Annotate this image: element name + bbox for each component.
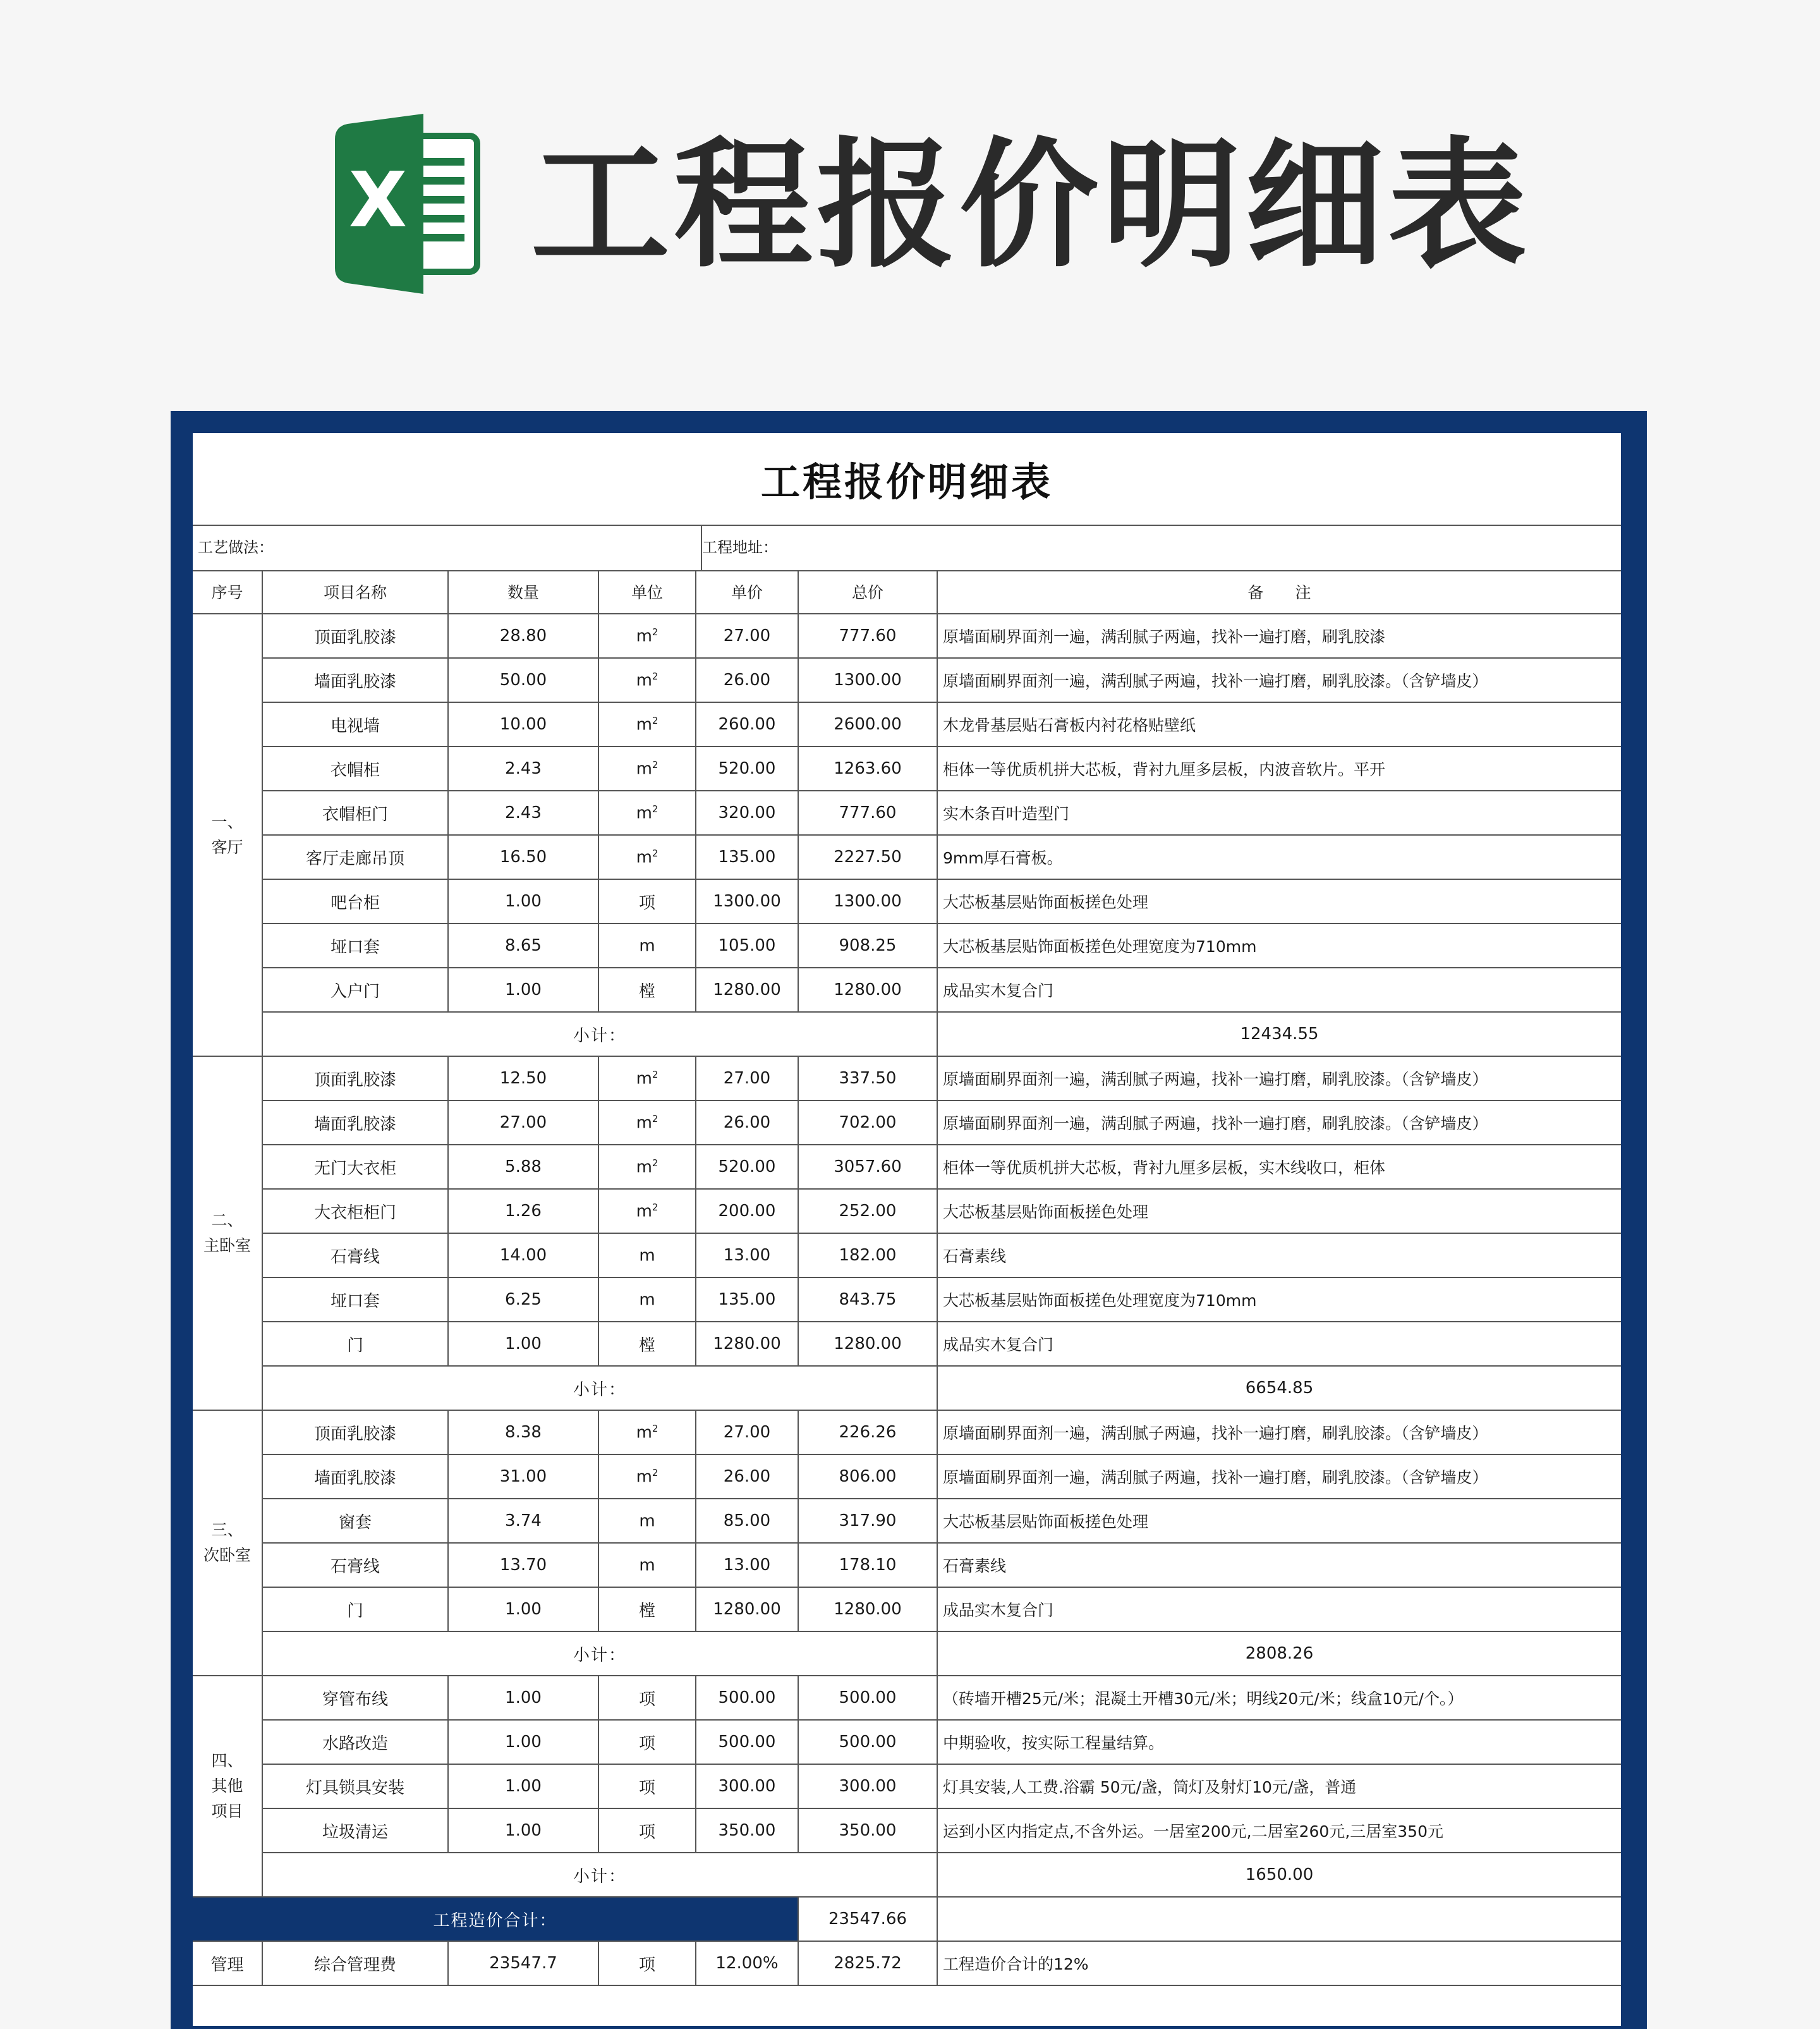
group-label (193, 1410, 262, 1676)
unit-text: 樘 (638, 1601, 655, 1621)
grand-total-row (193, 1897, 1621, 1941)
item-qty[interactable]: 1.00 (448, 1720, 598, 1764)
item-price[interactable]: 26.00 (696, 658, 798, 702)
unit-text: m (636, 1069, 652, 1088)
unit-superscript: 2 (652, 1466, 658, 1478)
group-label (193, 1056, 262, 1410)
item-price[interactable]: 13.00 (696, 1543, 798, 1587)
item-unit[interactable] (598, 923, 696, 968)
subtotal-label: 小计： (262, 1366, 937, 1410)
table-row (193, 614, 1621, 658)
subtotal-value[interactable]: 6654.85 (937, 1366, 1621, 1410)
item-unit[interactable] (598, 1410, 696, 1454)
item-qty[interactable]: 28.80 (448, 614, 598, 658)
item-note[interactable]: 石膏素线 (937, 1543, 1621, 1587)
item-price[interactable]: 27.00 (696, 1410, 798, 1454)
management-no: 管理 (193, 1941, 262, 1985)
item-unit[interactable] (598, 1676, 696, 1720)
unit-text: m (639, 936, 655, 956)
item-note[interactable]: 原墙面刷界面剂一遍，满刮腻子两遍，找补一遍打磨，刷乳胶漆。（含铲墙皮） (937, 1410, 1621, 1454)
item-note[interactable]: 大芯板基层贴饰面板搓色处理宽度为710mm (937, 1277, 1621, 1322)
management-price[interactable]: 12.00% (696, 1941, 798, 1985)
item-unit[interactable] (598, 791, 696, 835)
item-total[interactable]: 777.60 (798, 791, 937, 835)
item-unit[interactable] (598, 1189, 696, 1233)
quote-table (193, 570, 1621, 1986)
item-qty[interactable]: 16.50 (448, 835, 598, 879)
item-note[interactable]: 原墙面刷界面剂一遍，满刮腻子两遍，找补一遍打磨，刷乳胶漆。（含铲墙皮） (937, 1100, 1621, 1145)
header-no: 序号 (193, 570, 262, 614)
table-row (193, 835, 1621, 879)
sheet-title: 工程报价明细表 (193, 433, 1621, 526)
item-note[interactable]: 中期验收，按实际工程量结算。 (937, 1720, 1621, 1764)
unit-text: 项 (638, 1822, 655, 1842)
item-name[interactable]: 水路改造 (262, 1720, 448, 1764)
unit-text: m (636, 803, 652, 823)
item-price[interactable]: 520.00 (696, 1145, 798, 1189)
item-unit[interactable] (598, 702, 696, 746)
management-unit[interactable]: 项 (598, 1941, 696, 1985)
item-qty[interactable]: 3.74 (448, 1499, 598, 1543)
item-qty[interactable]: 13.70 (448, 1543, 598, 1587)
table-row (193, 702, 1621, 746)
group-label-line: 一、 (211, 813, 243, 831)
grand-total-note (937, 1897, 1621, 1941)
management-row (193, 1941, 1621, 1985)
item-note[interactable]: 柜体一等优质机拼大芯板，背衬九厘多层板，内波音软片。平开 (937, 746, 1621, 791)
item-note[interactable]: 柜体一等优质机拼大芯板，背衬九厘多层板，实木线收口，柜体 (937, 1145, 1621, 1189)
item-price[interactable]: 350.00 (696, 1808, 798, 1853)
item-price[interactable]: 1280.00 (696, 1322, 798, 1366)
item-name[interactable]: 石膏线 (262, 1233, 448, 1277)
item-total[interactable]: 843.75 (798, 1277, 937, 1322)
item-total[interactable]: 317.90 (798, 1499, 937, 1543)
item-qty[interactable]: 31.00 (448, 1454, 598, 1499)
table-row (193, 968, 1621, 1012)
table-row (193, 1764, 1621, 1808)
item-total[interactable]: 1280.00 (798, 1587, 937, 1631)
header-price: 单价 (696, 570, 798, 614)
item-total[interactable]: 702.00 (798, 1100, 937, 1145)
item-note[interactable]: 大芯板基层贴饰面板搓色处理 (937, 879, 1621, 923)
item-name[interactable]: 墙面乳胶漆 (262, 1100, 448, 1145)
item-unit[interactable] (598, 1808, 696, 1853)
group-label (193, 614, 262, 1056)
item-name[interactable]: 门 (262, 1587, 448, 1631)
unit-superscript: 2 (652, 670, 658, 682)
item-unit[interactable] (598, 1499, 696, 1543)
item-note[interactable]: 实木条百叶造型门 (937, 791, 1621, 835)
item-name[interactable]: 墙面乳胶漆 (262, 1454, 448, 1499)
unit-text: 项 (638, 1778, 655, 1798)
unit-text: m (639, 1511, 655, 1531)
item-qty[interactable]: 1.00 (448, 879, 598, 923)
item-unit[interactable] (598, 1233, 696, 1277)
item-unit[interactable] (598, 1100, 696, 1145)
item-total[interactable]: 500.00 (798, 1676, 937, 1720)
subtotal-value[interactable]: 12434.55 (937, 1012, 1621, 1056)
item-total[interactable]: 2600.00 (798, 702, 937, 746)
unit-text: m (636, 1467, 652, 1487)
item-qty[interactable]: 50.00 (448, 658, 598, 702)
item-total[interactable]: 2227.50 (798, 835, 937, 879)
item-price[interactable]: 520.00 (696, 746, 798, 791)
item-qty[interactable]: 1.26 (448, 1189, 598, 1233)
unit-superscript: 2 (652, 1422, 658, 1434)
grand-total-value[interactable]: 23547.66 (798, 1897, 937, 1941)
group-label-line: 二、 (211, 1211, 243, 1229)
item-unit[interactable] (598, 746, 696, 791)
banner (0, 0, 1820, 392)
item-price[interactable]: 26.00 (696, 1100, 798, 1145)
table-row (193, 1499, 1621, 1543)
table-row (193, 658, 1621, 702)
item-total[interactable]: 226.26 (798, 1410, 937, 1454)
group-label-line: 其他 (211, 1777, 243, 1795)
table-row (193, 1587, 1621, 1631)
subtotal-value[interactable]: 2808.26 (937, 1631, 1621, 1676)
unit-text: m (636, 759, 652, 779)
unit-text: m (636, 715, 652, 734)
item-total[interactable]: 182.00 (798, 1233, 937, 1277)
unit-text: 项 (638, 893, 655, 913)
item-name[interactable]: 垭口套 (262, 1277, 448, 1322)
logo-letter: X (348, 157, 408, 245)
unit-superscript: 2 (652, 1068, 658, 1080)
item-note[interactable]: 运到小区内指定点,不含外运。一居室200元,二居室260元,三居室350元 (937, 1808, 1621, 1853)
unit-text: 樘 (638, 1336, 655, 1355)
item-name[interactable]: 吧台柜 (262, 879, 448, 923)
item-total[interactable]: 500.00 (798, 1720, 937, 1764)
item-total[interactable]: 908.25 (798, 923, 937, 968)
item-price[interactable]: 320.00 (696, 791, 798, 835)
item-name[interactable]: 石膏线 (262, 1543, 448, 1587)
item-name[interactable]: 顶面乳胶漆 (262, 1056, 448, 1100)
item-price[interactable]: 500.00 (696, 1676, 798, 1720)
item-name[interactable]: 顶面乳胶漆 (262, 614, 448, 658)
table-row (193, 1543, 1621, 1587)
table-row (193, 1145, 1621, 1189)
item-name[interactable]: 穿管布线 (262, 1676, 448, 1720)
item-qty[interactable]: 1.00 (448, 1322, 598, 1366)
subtotal-label: 小计： (262, 1012, 937, 1056)
item-note[interactable]: 成品实木复合门 (937, 1322, 1621, 1366)
item-name[interactable]: 窗套 (262, 1499, 448, 1543)
item-qty[interactable]: 8.38 (448, 1410, 598, 1454)
unit-superscript: 2 (652, 714, 658, 726)
item-unit[interactable] (598, 835, 696, 879)
item-total[interactable]: 1300.00 (798, 879, 937, 923)
item-name[interactable]: 灯具锁具安装 (262, 1764, 448, 1808)
item-qty[interactable]: 5.88 (448, 1145, 598, 1189)
table-row (193, 1676, 1621, 1720)
unit-superscript: 2 (652, 847, 658, 859)
item-unit[interactable] (598, 968, 696, 1012)
item-qty[interactable]: 27.00 (448, 1100, 598, 1145)
item-name[interactable]: 电视墙 (262, 702, 448, 746)
management-note[interactable]: 工程造价合计的12% (937, 1941, 1621, 1985)
group-label-line: 四、 (211, 1752, 243, 1770)
unit-superscript: 2 (652, 1157, 658, 1169)
item-price[interactable]: 1280.00 (696, 968, 798, 1012)
table-row (193, 1808, 1621, 1853)
unit-text: m (636, 1157, 652, 1177)
subtotal-label: 小计： (262, 1853, 937, 1897)
item-total[interactable]: 1280.00 (798, 968, 937, 1012)
management-name[interactable]: 综合管理费 (262, 1941, 448, 1985)
item-qty[interactable]: 2.43 (448, 791, 598, 835)
group-label (193, 1676, 262, 1897)
subtotal-row (193, 1853, 1621, 1897)
item-price[interactable]: 1300.00 (696, 879, 798, 923)
table-row (193, 1056, 1621, 1100)
unit-superscript: 2 (652, 803, 658, 815)
unit-superscript: 2 (652, 759, 658, 771)
item-unit[interactable] (598, 1056, 696, 1100)
table-row (193, 1454, 1621, 1499)
item-unit[interactable] (598, 879, 696, 923)
group-label-line: 主卧室 (203, 1236, 251, 1255)
table-row (193, 923, 1621, 968)
item-note[interactable]: 木龙骨基层贴石膏板内衬花格贴壁纸 (937, 702, 1621, 746)
unit-text: m (639, 1556, 655, 1575)
subtotal-value[interactable]: 1650.00 (937, 1853, 1621, 1897)
item-unit[interactable] (598, 1587, 696, 1631)
item-note[interactable]: 成品实木复合门 (937, 1587, 1621, 1631)
item-unit[interactable] (598, 1145, 696, 1189)
item-name[interactable]: 垃圾清运 (262, 1808, 448, 1853)
item-name[interactable]: 衣帽柜 (262, 746, 448, 791)
item-note[interactable]: 石膏素线 (937, 1233, 1621, 1277)
item-total[interactable]: 337.50 (798, 1056, 937, 1100)
item-total[interactable]: 350.00 (798, 1808, 937, 1853)
address-field[interactable]: 工程地址： (702, 539, 778, 556)
group-label-line: 客厅 (211, 838, 243, 856)
table-row (193, 879, 1621, 923)
item-note[interactable]: 9mm厚石膏板。 (937, 835, 1621, 879)
item-qty[interactable]: 1.00 (448, 1587, 598, 1631)
item-qty[interactable]: 10.00 (448, 702, 598, 746)
item-unit[interactable] (598, 614, 696, 658)
item-unit[interactable] (598, 1322, 696, 1366)
subtotal-label: 小计： (262, 1631, 937, 1676)
table-row (193, 1720, 1621, 1764)
item-name[interactable]: 客厅走廊吊顶 (262, 835, 448, 879)
item-price[interactable]: 105.00 (696, 923, 798, 968)
header-row (193, 570, 1621, 614)
header-name: 项目名称 (262, 570, 448, 614)
item-note[interactable]: 原墙面刷界面剂一遍，满刮腻子两遍，找补一遍打磨，刷乳胶漆。（含铲墙皮） (937, 1056, 1621, 1100)
management-qty[interactable]: 23547.7 (448, 1941, 598, 1985)
item-unit[interactable] (598, 1277, 696, 1322)
item-unit[interactable] (598, 1720, 696, 1764)
subtotal-row (193, 1631, 1621, 1676)
item-name[interactable]: 衣帽柜门 (262, 791, 448, 835)
item-total[interactable]: 300.00 (798, 1764, 937, 1808)
item-qty[interactable]: 1.00 (448, 968, 598, 1012)
item-name[interactable]: 墙面乳胶漆 (262, 658, 448, 702)
header-unit: 单位 (598, 570, 696, 614)
item-price[interactable]: 26.00 (696, 1454, 798, 1499)
item-qty[interactable]: 8.65 (448, 923, 598, 968)
item-price[interactable]: 135.00 (696, 835, 798, 879)
subtotal-row (193, 1366, 1621, 1410)
item-note[interactable]: 原墙面刷界面剂一遍，满刮腻子两遍，找补一遍打磨，刷乳胶漆。（含铲墙皮） (937, 658, 1621, 702)
quote-sheet (193, 433, 1621, 2026)
item-total[interactable]: 178.10 (798, 1543, 937, 1587)
banner-title: 工程报价明细表 (531, 125, 1531, 286)
unit-text: m (636, 671, 652, 690)
item-total[interactable]: 806.00 (798, 1454, 937, 1499)
unit-text: m (636, 848, 652, 867)
item-total[interactable]: 252.00 (798, 1189, 937, 1233)
craft-field[interactable]: 工艺做法： (193, 525, 702, 570)
unit-text: 项 (638, 1690, 655, 1709)
table-row (193, 1233, 1621, 1277)
item-note[interactable]: 大芯板基层贴饰面板搓色处理 (937, 1499, 1621, 1543)
header-qty: 数量 (448, 570, 598, 614)
table-row (193, 1410, 1621, 1454)
unit-text: m (639, 1290, 655, 1310)
item-qty[interactable]: 1.00 (448, 1764, 598, 1808)
unit-text: m (636, 1202, 652, 1221)
item-unit[interactable] (598, 658, 696, 702)
table-row (193, 791, 1621, 835)
item-qty[interactable]: 6.25 (448, 1277, 598, 1322)
group-label-line: 三、 (211, 1521, 243, 1539)
item-price[interactable]: 1280.00 (696, 1587, 798, 1631)
item-note[interactable]: 成品实木复合门 (937, 968, 1621, 1012)
group-label-line: 项目 (211, 1802, 243, 1820)
item-qty[interactable]: 12.50 (448, 1056, 598, 1100)
header-note: 备 注 (937, 570, 1621, 614)
item-price[interactable]: 200.00 (696, 1189, 798, 1233)
unit-text: m (636, 1113, 652, 1133)
item-total[interactable]: 3057.60 (798, 1145, 937, 1189)
unit-text: 樘 (638, 982, 655, 1001)
item-note[interactable]: 大芯板基层贴饰面板搓色处理宽度为710mm (937, 923, 1621, 968)
item-price[interactable]: 135.00 (696, 1277, 798, 1322)
item-unit[interactable] (598, 1454, 696, 1499)
item-name[interactable]: 入户门 (262, 968, 448, 1012)
item-qty[interactable]: 2.43 (448, 746, 598, 791)
item-price[interactable]: 27.00 (696, 1056, 798, 1100)
item-note[interactable]: 灯具安装,人工费.浴霸 50元/盏，筒灯及射灯10元/盏，普通 (937, 1764, 1621, 1808)
item-name[interactable]: 顶面乳胶漆 (262, 1410, 448, 1454)
table-row (193, 1100, 1621, 1145)
header-total: 总价 (798, 570, 937, 614)
table-row (193, 746, 1621, 791)
item-price[interactable]: 500.00 (696, 1720, 798, 1764)
group-label-line: 次卧室 (203, 1546, 251, 1564)
unit-text: m (636, 626, 652, 646)
table-row (193, 1277, 1621, 1322)
item-qty[interactable]: 14.00 (448, 1233, 598, 1277)
unit-text: m (636, 1423, 652, 1442)
item-total[interactable]: 1300.00 (798, 658, 937, 702)
management-total[interactable]: 2825.72 (798, 1941, 937, 1985)
item-price[interactable]: 27.00 (696, 614, 798, 658)
item-note[interactable]: （砖墙开槽25元/米；混凝土开槽30元/米；明线20元/米；线盒10元/个。） (937, 1676, 1621, 1720)
unit-superscript: 2 (652, 1112, 658, 1124)
subtotal-row (193, 1012, 1621, 1056)
item-price[interactable]: 13.00 (696, 1233, 798, 1277)
item-name[interactable]: 垭口套 (262, 923, 448, 968)
item-name[interactable]: 无门大衣柜 (262, 1145, 448, 1189)
item-price[interactable]: 260.00 (696, 702, 798, 746)
item-name[interactable]: 大衣柜柜门 (262, 1189, 448, 1233)
table-row (193, 1322, 1621, 1366)
item-qty[interactable]: 1.00 (448, 1808, 598, 1853)
item-note[interactable]: 原墙面刷界面剂一遍，满刮腻子两遍，找补一遍打磨，刷乳胶漆 (937, 614, 1621, 658)
item-total[interactable]: 777.60 (798, 614, 937, 658)
grand-total-label: 工程造价合计： (193, 1897, 798, 1941)
item-total[interactable]: 1280.00 (798, 1322, 937, 1366)
unit-superscript: 2 (652, 626, 658, 638)
item-note[interactable]: 原墙面刷界面剂一遍，满刮腻子两遍，找补一遍打磨，刷乳胶漆。（含铲墙皮） (937, 1454, 1621, 1499)
item-name[interactable]: 门 (262, 1322, 448, 1366)
item-qty[interactable]: 1.00 (448, 1676, 598, 1720)
item-total[interactable]: 1263.60 (798, 746, 937, 791)
unit-superscript: 2 (652, 1201, 658, 1213)
item-price[interactable]: 300.00 (696, 1764, 798, 1808)
unit-text: 项 (638, 1734, 655, 1753)
item-unit[interactable] (598, 1764, 696, 1808)
item-price[interactable]: 85.00 (696, 1499, 798, 1543)
item-note[interactable]: 大芯板基层贴饰面板搓色处理 (937, 1189, 1621, 1233)
table-row (193, 1189, 1621, 1233)
item-unit[interactable] (598, 1543, 696, 1587)
unit-text: m (639, 1246, 655, 1265)
meta-row (193, 525, 1621, 571)
excel-logo-icon (335, 114, 480, 294)
